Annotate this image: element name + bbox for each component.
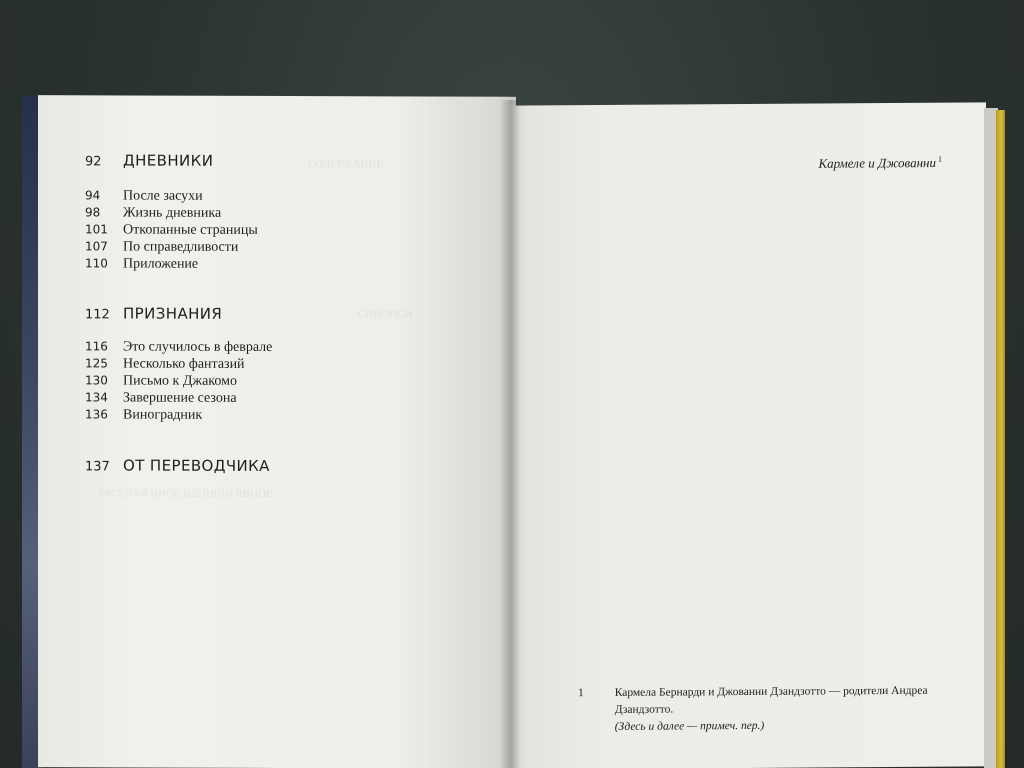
section-page-number: 137	[85, 459, 110, 475]
item-title: Письмо к Джакомо	[123, 373, 237, 389]
item-page-number: 94	[85, 188, 101, 203]
dedication-text: Кармеле и Джованни	[818, 155, 936, 171]
toc-item	[85, 255, 198, 272]
item-title: После засухи	[123, 188, 203, 204]
book-gutter	[500, 100, 520, 768]
item-title: Завершение сезона	[123, 390, 237, 406]
item-page-number: 98	[85, 205, 101, 220]
section-title: ДНЕВНИКИ	[123, 151, 214, 170]
item-page-number: 110	[85, 256, 108, 271]
toc-section-confessions	[85, 304, 222, 322]
item-title: Жизнь дневника	[123, 205, 222, 221]
footnote-body	[615, 682, 986, 736]
footnote-note: (Здесь и далее — примеч. пер.)	[614, 719, 765, 733]
section-page-number: 112	[85, 307, 110, 323]
footnote	[578, 682, 986, 736]
footnote-marker: 1	[938, 154, 942, 164]
toc-section-diaries	[85, 151, 213, 169]
toc-item	[85, 406, 202, 423]
item-title: Это случилось в феврале	[123, 339, 273, 355]
item-page-number: 130	[85, 373, 108, 388]
section-title: ОТ ПЕРЕВОДЧИКА	[123, 456, 270, 475]
item-page-number: 101	[85, 222, 108, 237]
footnote-number: 1	[578, 687, 584, 700]
left-page: СОДЕРЖАНИЕ СИНОПСИ ЗАСЕЛАЯ ИНОЕ ВЗГЛЯНИ ЯВНОЕ 92 ДНЕВНИКИ 94 После засухи 98 Жизнь дневника 101 Откопанные страницы 107 По справедливости 110 Приложение 112 ПРИЗНАНИЯ 116 Это случилось в феврале 125 Несколько фантазий 130 Письмо к Джакомо 134 Завершение сезона 136 Виноградник 137 ОТ ПЕРЕВОДЧИКА	[38, 95, 516, 768]
item-title: Виноградник	[123, 407, 203, 423]
item-page-number: 116	[85, 339, 108, 354]
footnote-text: Кармела Бернарди и Джованни Дзандзотто — родители Андреа Дзандзотто.	[614, 684, 928, 716]
toc-item	[85, 187, 203, 204]
yellow-page-edge	[996, 110, 1005, 768]
toc-item	[85, 221, 258, 239]
section-title: ПРИЗНАНИЯ	[123, 304, 223, 323]
toc-item	[85, 204, 221, 221]
toc-item	[85, 355, 245, 373]
item-page-number: 125	[85, 356, 108, 371]
toc-item	[85, 338, 272, 356]
item-title: По справедливости	[123, 239, 239, 255]
item-title: Приложение	[123, 256, 199, 272]
right-page	[508, 102, 986, 768]
item-page-number: 136	[85, 407, 108, 422]
item-page-number: 134	[85, 390, 108, 405]
toc-item	[85, 389, 237, 407]
item-title: Несколько фантазий	[123, 356, 245, 372]
toc-section-translator	[85, 456, 270, 475]
item-title: Откопанные страницы	[123, 222, 258, 238]
item-page-number: 107	[85, 239, 108, 254]
toc-item	[85, 372, 237, 390]
section-page-number: 92	[85, 154, 102, 170]
toc-item	[85, 238, 238, 256]
dedication	[819, 155, 942, 172]
